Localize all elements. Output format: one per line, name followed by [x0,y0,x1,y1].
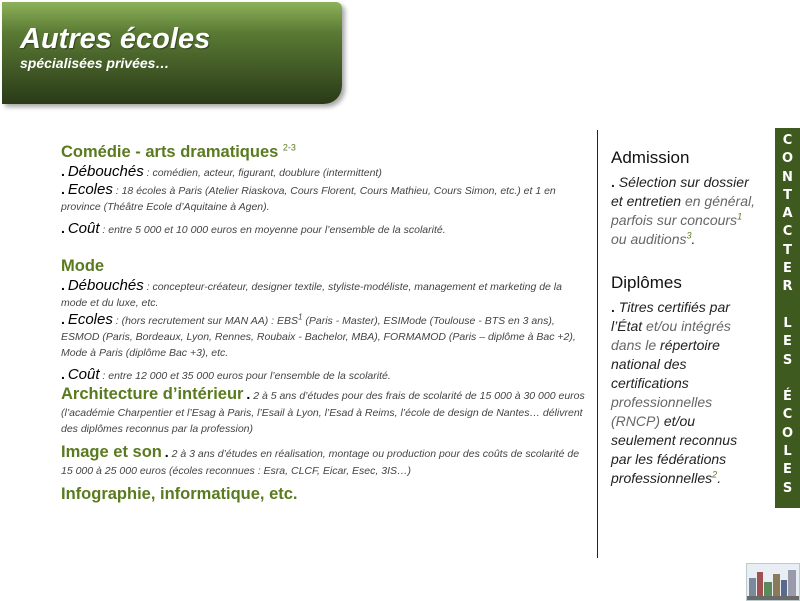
diplomes-text-f: professionnelles (RNCP) [611,394,713,429]
sidebar [611,148,756,488]
item-text: (Paris - Master), ESIMode (Toulouse - BTS en 3 ans), ESMOD (Paris, Bordeaux, Lyon, Rennes, Roubaix - Bachelor, MBA), FORMAMOD (Paris – diplôme à Bac +2), Mode à Paris (diplôme Bac +3), etc. [61,315,576,359]
contact-bar-letter: T [783,187,792,203]
contact-bar-letter: C [782,224,793,240]
item-debouches [61,163,591,181]
admission-text-a: Sélection sur dossier et entretien [611,174,749,209]
contact-bar-letter: E [783,462,792,478]
admission-text-c: ou auditions [611,231,687,247]
item-label: Coût [67,220,100,237]
contact-bar-letter: E [783,334,792,350]
section-mode [61,256,591,384]
contact-bar-letter: R [782,279,793,295]
page-title: Autres écoles [20,23,211,55]
bullet: . [61,181,65,197]
bullet: . [61,220,65,236]
item-label: Ecoles [67,311,113,328]
section-text: 2 à 5 ans d’études pour des frais de scolarité de 15 000 à 30 000 euros (l’académie Charpentier et l’Esag à Paris, l’Esail à Lyon, l’Esad à Reims, l’école de design de Nantes… délivrent des diplômes reconnus par la profession) [61,390,585,435]
contact-bar-letter: E [783,261,792,277]
contact-bar-letter: L [783,444,792,460]
item-cout [61,366,591,384]
footnote-ref: 2 [712,469,718,480]
item-label: Débouchés [67,163,144,180]
admission-text [611,173,756,249]
item-label: Débouchés [67,277,144,294]
bullet: . [611,174,615,190]
item-ecoles [61,181,591,215]
bullet: . [61,277,65,293]
section-title: Image et son [61,443,162,461]
bullet: . [61,311,65,327]
item-text: : 18 écoles à Paris (Atelier Riaskova, Cours Florent, Cours Mathieu, Cours Simon, etc.) et 1 en province (Théâtre Ecole d’Aquitaine à Agen). [61,185,556,213]
contact-bar-letter: L [783,315,792,331]
contact-bar-letter: N [782,169,793,185]
diplomes-text-g: et/ou seulement reconnus par les fédérations professionnelles [611,413,738,486]
contact-bar-letter: O [781,425,794,441]
footnote-ref: 2-3 [282,142,296,153]
main-content [61,142,591,505]
page-subtitle: spécialisées privées… [20,55,170,71]
section-title [61,142,591,163]
item-text: : entre 12 000 et 35 000 euros pour l’ensemble de la scolarité. [99,370,391,382]
footnote-ref: 1 [737,211,743,222]
section-architecture [61,384,591,437]
diplomes-title: Diplômes [611,273,682,292]
section-title: Mode [61,257,105,275]
contact-bar-letter: É [783,389,792,405]
item-debouches [61,277,591,311]
admission-title: Admission [611,148,690,167]
bullet: . [611,299,615,315]
admission-text-b: en général, parfois sur concours [611,193,756,228]
diplomes-end: . [717,470,722,486]
contact-bar-letter: S [782,480,793,496]
contact-bar-letter: C [782,133,793,148]
footnote-ref: 3 [686,230,692,241]
item-text: : concepteur-créateur, designer textile, styliste-modéliste, management et marketing de la mode et du luxe, etc. [61,281,562,309]
item-ecoles [61,311,591,361]
diplomes-text-d: intégrés dans le [611,318,731,353]
bullet: . [164,444,169,460]
section-image-son [61,442,591,479]
column-divider [597,130,598,558]
item-label: Ecoles [67,181,113,198]
contact-bar-letter: O [781,151,794,167]
section-infographie-title: Infographie, informatique, etc. [61,485,298,503]
city-buildings-icon [747,564,799,600]
contact-schools-button[interactable] [775,128,800,508]
item-text: : comédien, acteur, figurant, doublure (intermittent) [143,167,382,179]
diplomes-text-a: Titres certifiés par l’ [611,299,730,334]
contact-bar-letter: C [782,407,793,423]
item-cout [61,220,591,238]
section-comedie [61,142,591,238]
title-banner [2,2,342,104]
city-thumbnail-image [746,563,800,601]
contact-bar-letter: T [783,242,792,258]
admission-end: . [691,231,696,247]
section-title: Architecture d’intérieur [61,385,244,403]
diplomes-text-c: et/ou [642,318,682,334]
diplomes-text-b: État [617,318,643,334]
bullet: . [246,386,251,402]
item-label: Coût [67,366,100,383]
item-text: : entre 5 000 et 10 000 euros en moyenne pour l’ensemble de la scolarité. [99,224,446,236]
footnote-ref: 1 [298,312,303,322]
bullet: . [61,366,65,382]
diplomes-text [611,298,756,488]
section-title-text: Comédie - arts dramatiques [61,143,279,161]
diplomes-text-e: répertoire national des certifications [611,337,720,391]
contact-bar-letter: S [782,352,793,368]
section-text: 2 à 3 ans d’études en réalisation, montage ou production pour des coûts de scolarité de 15 000 à 25 000 euros (écoles reconnues : Esra, CLCF, Eicar, Esec, 3IS…) [61,448,580,477]
contact-bar-letter: A [782,206,793,222]
item-text: : (hors recrutement sur MAN AA) : EBS [112,315,299,327]
bullet: . [61,163,65,179]
